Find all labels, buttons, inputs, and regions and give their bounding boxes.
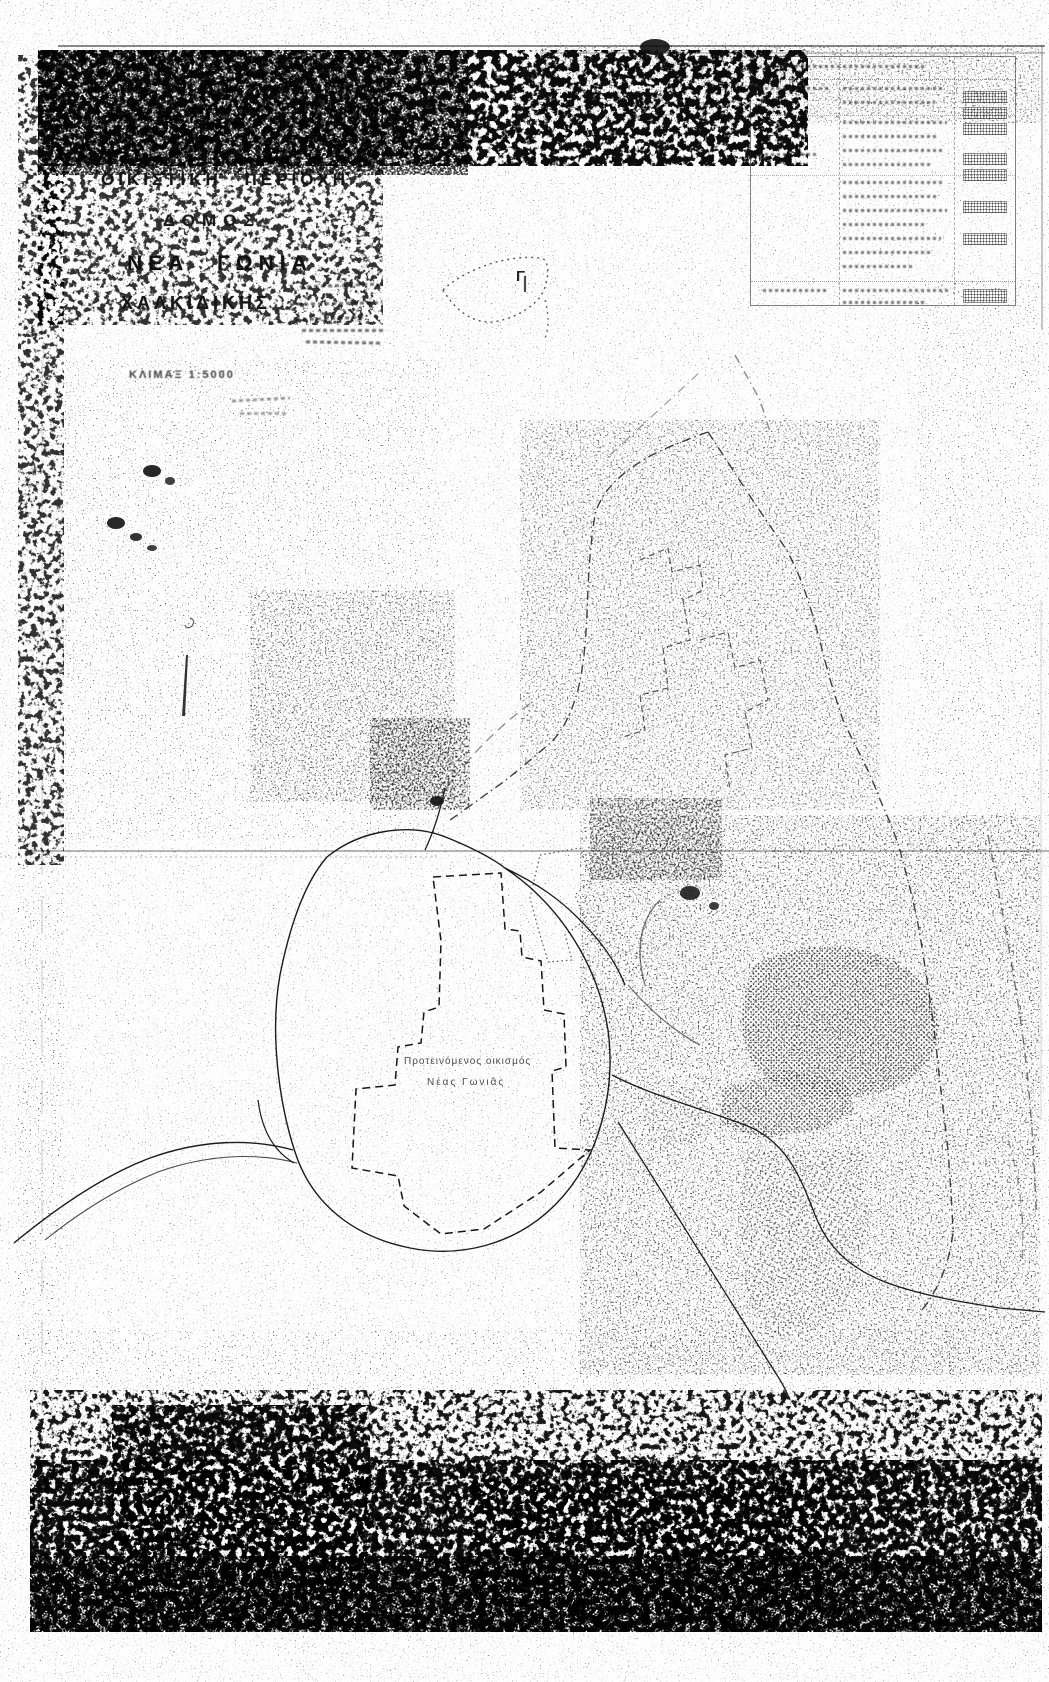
legend-column-divider <box>839 57 840 305</box>
legend-smudge-line <box>843 195 937 198</box>
title-region-line: ΟΙΚΙΣΤΙΚΗ ΠΕΡΙΟΧΗ <box>101 170 350 189</box>
legend-swatch <box>963 123 1007 135</box>
handwriting-smudge <box>302 329 386 332</box>
legend-smudge-line <box>843 289 949 292</box>
legend-swatch <box>963 107 1007 119</box>
legend-smudge-line <box>843 223 927 226</box>
legend-column-divider <box>954 57 955 305</box>
settlement-label-line2: Νέας Γωνιᾶς <box>427 1077 506 1088</box>
toner-noise-left-margin <box>18 55 64 1400</box>
handwriting-smudge <box>240 412 286 415</box>
legend-smudge-line <box>843 101 935 104</box>
legend-smudge-line <box>843 135 939 138</box>
legend-smudge-line <box>843 209 947 212</box>
legend-smudge-line <box>843 301 927 304</box>
legend-swatch <box>963 201 1007 213</box>
toner-noise-bottom-band <box>30 1330 1042 1632</box>
legend-smudge-line <box>843 163 931 166</box>
legend-swatch <box>963 153 1007 165</box>
title-settlement-name: ΝΕΑ ΓΩΝΙΑ <box>127 252 313 275</box>
legend-table <box>750 56 1016 306</box>
legend-smudge-line <box>843 251 933 254</box>
map-scale-label: ΚΛΙΜΑΞ 1:5000 <box>129 369 235 381</box>
legend-smudge-line <box>843 265 913 268</box>
legend-smudge-line <box>843 149 945 152</box>
legend-smudge-line <box>843 181 943 184</box>
inset-gamma-mark: Γ <box>516 268 526 285</box>
settlement-label-line1: Προτεινόμενος οικισμός <box>404 1056 532 1067</box>
legend-swatch <box>963 233 1007 245</box>
legend-row-divider <box>751 281 1015 282</box>
legend-swatch <box>963 289 1007 303</box>
legend-swatch <box>963 91 1007 103</box>
legend-smudge-line <box>759 87 829 90</box>
legend-smudge-line <box>763 289 829 292</box>
legend-title-smudge <box>759 65 927 68</box>
legend-swatch <box>963 169 1007 181</box>
legend-smudge-line <box>759 153 817 156</box>
title-prefecture-line: ΧΑΛΚΙΔΙΚΗΣ <box>121 293 271 313</box>
title-domos-line: ΔΟΜΟΣ <box>163 211 261 230</box>
legend-smudge-line <box>843 121 947 124</box>
legend-smudge-line <box>843 237 941 240</box>
legend-smudge-line <box>843 87 943 90</box>
legend-row-divider <box>751 79 1015 80</box>
